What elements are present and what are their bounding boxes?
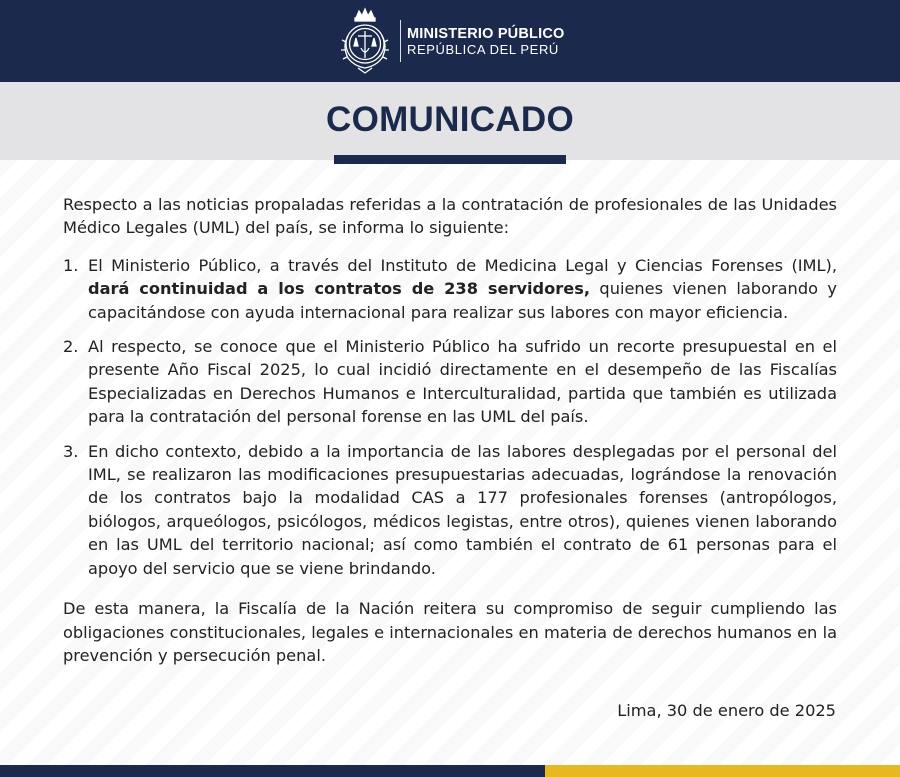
list-item-text: Al respecto, se conoce que el Ministerio Público ha sufrido un recorte presupuestal en el presente Año Fiscal 2025, lo cual incidió directamente en el desempeño de las Fiscalías Especializadas en Derechos Humanos e Interculturalidad, partida que también es utilizada para la contratación del personal forense en las UML del país.	[88, 337, 837, 427]
list-item-number: 1.	[63, 255, 79, 275]
list-item	[63, 254, 837, 324]
item-text-before: El Ministerio Público, a través del Instituto de Medicina Legal y Ciencias Forenses (IML),	[88, 255, 837, 275]
org-country: REPÚBLICA DEL PERÚ	[407, 41, 559, 57]
intro-paragraph: Respecto a las noticias propaladas referidas a la contratación de profesionales de las Unidades Médico Legales (UML) del país, se informa lo siguiente:	[63, 195, 837, 238]
institution-logo	[338, 6, 564, 76]
header-bar	[0, 0, 900, 82]
list-item-text	[88, 254, 837, 324]
org-name: MINISTERIO PÚBLICO	[407, 25, 565, 42]
list-item-text: En dicho contexto, debido a la importancia de las labores desplegadas por el personal del IML, se realizaron las modificaciones presupuestarias adecuadas, lográndose la renovación de los contratos bajo la modalidad CAS a 177 profesionales forenses (antropólogos, biólogos, arqueólogos, psicólogos, médicos legistas, entre otros), quienes vienen laborando en las UML del territorio nacional; así como también el contrato de 61 personas para el apoyo del servicio que se viene brindando.	[88, 441, 837, 578]
footer-stripe-gold	[545, 765, 900, 777]
list-item-number: 2.	[63, 337, 79, 357]
page-title: COMUNICADO	[326, 100, 574, 139]
closing-paragraph: De esta manera, la Fiscalía de la Nación reitera su compromiso de seguir cumpliendo las obligaciones constitucionales, legales e internacionales en materia de derechos humanos en la prevención y persecución penal.	[63, 599, 837, 665]
dateline: Lima, 30 de enero de 2025	[617, 701, 836, 720]
ministerio-publico-seal-icon	[338, 6, 392, 76]
item-text-bold: dará continuidad a los contratos de 238 servidores,	[88, 279, 591, 299]
list-item-number: 3.	[63, 441, 79, 461]
list-item	[63, 440, 837, 580]
institution-name	[407, 26, 564, 57]
numbered-list	[63, 254, 837, 580]
communique-body	[63, 193, 837, 667]
list-item	[63, 335, 837, 429]
item-text-after: quienes vienen laborando y capacitándose con ayuda internacional para realizar sus labores con mayor eficiencia.	[88, 279, 837, 322]
footer-stripe-navy	[0, 765, 545, 777]
logo-divider	[400, 20, 401, 62]
title-underline	[334, 155, 566, 164]
